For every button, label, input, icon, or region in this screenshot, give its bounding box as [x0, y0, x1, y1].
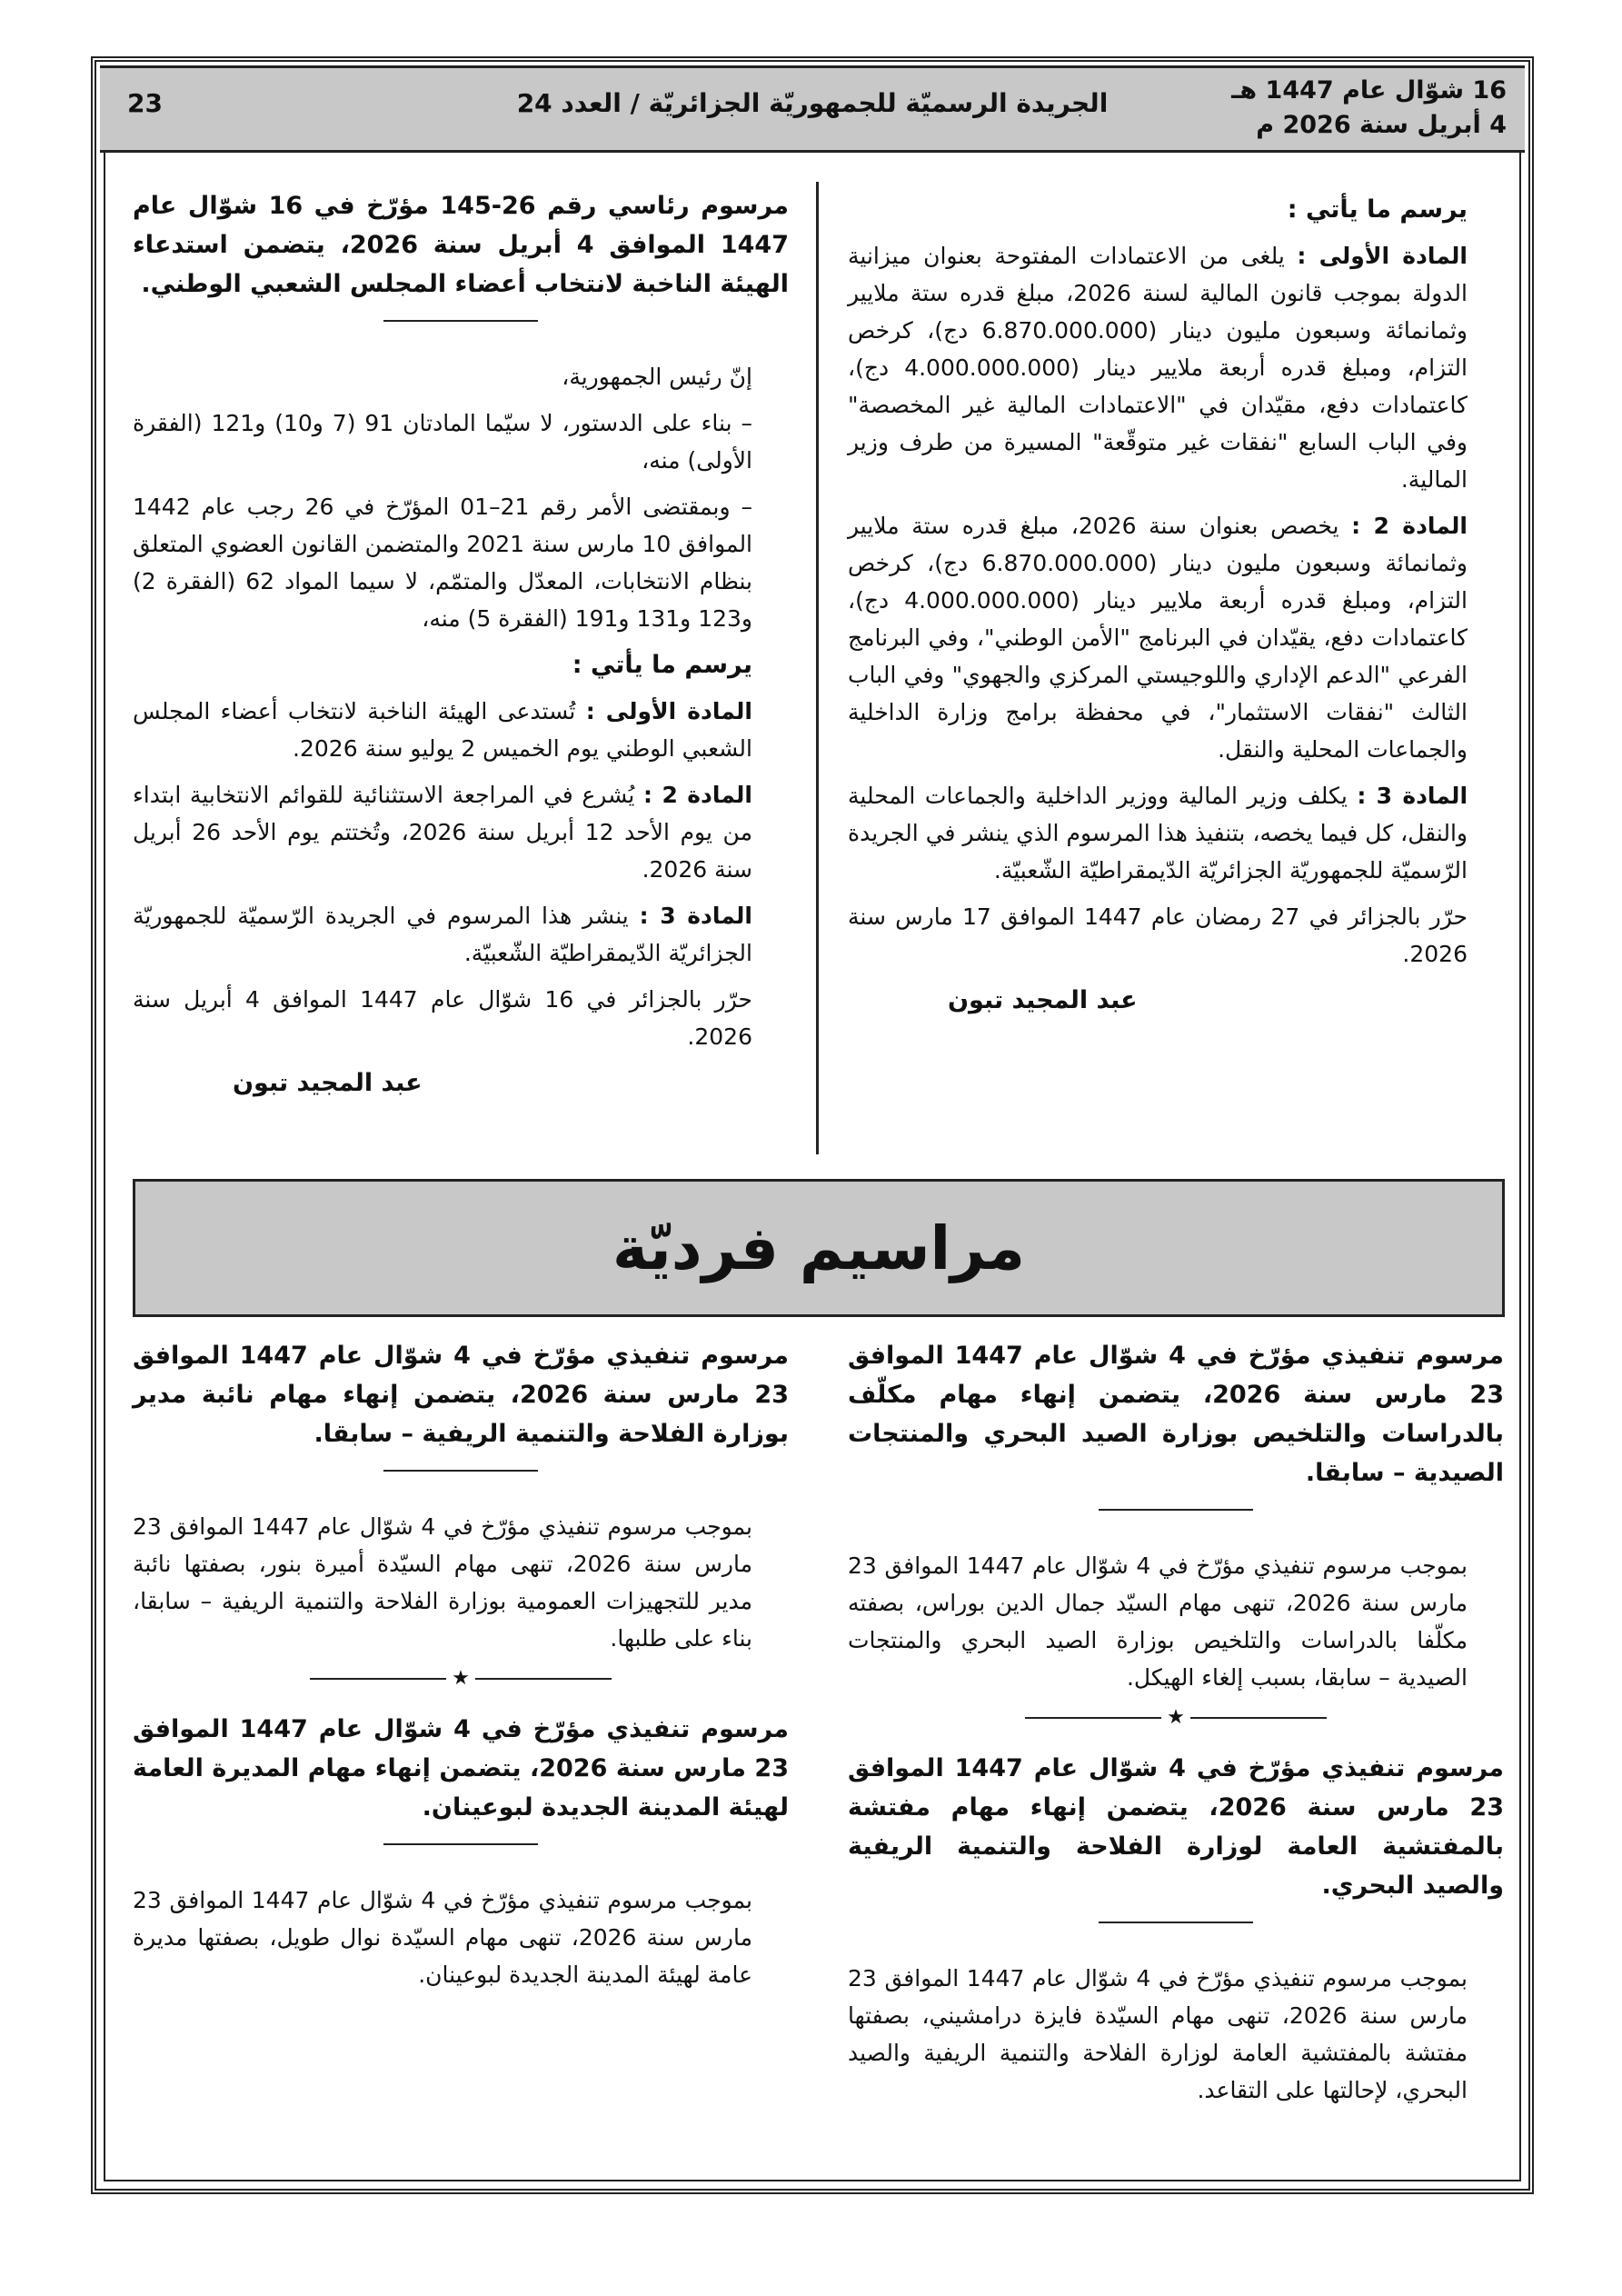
signed-place-date: حرّر بالجزائر في 27 رمضان عام 1447 الموافق 17 مارس سنة 2026. — [848, 903, 1468, 967]
article-text: يلغى من الاعتمادات المفتوحة بعنوان ميزانية الدولة بموجب قانون المالية لسنة 2026، مبلغ قدره ستة ملايير وثمانمائة وسبعون مليون دينار (6.870.000.000 دج)، كرخص التزام، ومبلغ قدره أربعة ملايير دينار (4.000.000.000 دج)، كاعتمادات دفع، مقيّدان في "الاعتمادات المالية غير المخصصة" وفي الباب السابع "نفقات غير متوقّعة" المسيرة من طرف وزير المالية. — [848, 243, 1468, 493]
article-label: المادة 3 : — [1357, 783, 1468, 809]
header-date-hijri: 16 شوّال عام 1447 هـ — [1231, 76, 1507, 105]
decree-title: مرسوم تنفيذي مؤرّخ في 4 شوّال عام 1447 الموافق 23 مارس سنة 2026، يتضمن إنهاء مهام المديرة العامة لهيئة المدينة الجديدة لبوعينان. — [133, 1715, 790, 1822]
header-date-gregorian: 4 أبريل سنة 2026 م — [1256, 111, 1507, 139]
article-text: تُستدعى الهيئة الناخبة لانتخاب أعضاء المجلس الشعبي الوطني يوم الخميس 2 يوليو سنة 2026. — [133, 698, 752, 762]
article-text: يُشرع في المراجعة الاستثنائية للقوائم الانتخابية ابتداء من يوم الأحد 12 أبريل سنة 2026، وتُختتم يوم الأحد 26 أبريل سنة 2026. — [133, 782, 752, 883]
article-text: ينشر هذا المرسوم في الجريدة الرّسميّة للجمهوريّة الجزائريّة الدّيمقراطيّة الشّعبيّة. — [133, 903, 752, 966]
article-text: يخصص بعنوان سنة 2026، مبلغ قدره ستة ملايير وثمانمائة وسبعون مليون دينار (6.870.000.000 دج)، كرخص التزام، ومبلغ قدره أربعة ملايير دينار (4.000.000.000 دج)، كاعتمادات دفع، يقيّدان في البرنامج "الأمن الوطني"، وفي البرنامج الفرعي "الدعم الإداري واللوجيستي المركزي والجهوي" وفي الباب الثالث "نفقات الاستثمار"، في محفظة برامج وزارة الداخلية والجماعات المحلية والنقل. — [848, 513, 1468, 763]
section-banner — [133, 1179, 1505, 1317]
left-column-top — [133, 186, 789, 1111]
decree-body: بموجب مرسوم تنفيذي مؤرّخ في 4 شوّال عام 1447 الموافق 23 مارس سنة 2026، تنهى مهام السيّد جمال الدين بوراس، بصفته مكلّفا بالدراسات والتلخيص بوزارة الصيد البحري والمنتجات الصيدية – سابقا، بسبب إلغاء الهيكل. — [848, 1552, 1468, 1691]
separator-rule — [383, 1843, 538, 1845]
article-label: المادة 2 : — [1351, 513, 1468, 539]
star-icon: ★ — [452, 1667, 470, 1690]
decree-body: بموجب مرسوم تنفيذي مؤرّخ في 4 شوّال عام 1447 الموافق 23 مارس سنة 2026، تنهى مهام السيّدة نوال طويل، بصفتها مديرة عامة لهيئة المدينة الجديدة لبوعينان. — [133, 1887, 752, 1988]
decree-intro: يرسم ما يأتي : — [572, 651, 752, 679]
left-column-bottom — [133, 1336, 789, 2002]
separator-rule — [1099, 1922, 1253, 1923]
article-label: المادة الأولى : — [585, 698, 752, 724]
separator-rule — [1099, 1509, 1253, 1511]
star-separator — [133, 1667, 789, 1690]
header-title: الجريدة الرسميّة للجمهوريّة الجزائريّة / العدد 24 — [516, 88, 1109, 118]
article-3 — [133, 897, 789, 972]
decree-body: بموجب مرسوم تنفيذي مؤرّخ في 4 شوّال عام 1447 الموافق 23 مارس سنة 2026، تنهى مهام السيّدة أميرة بنور، بصفتها نائبة مدير للتجهيزات العمومية بوزارة الفلاحة والتنمية الريفية – سابقا، بناء على طلبها. — [133, 1513, 752, 1652]
article-1 — [848, 237, 1504, 498]
decree-intro: يرسم ما يأتي : — [1287, 195, 1468, 224]
preamble-3: – وبمقتضى الأمر رقم 21–01 المؤرّخ في 26 رجب عام 1442 الموافق 10 مارس سنة 2021 والمتضمن القانون العضوي المتعلق بنظام الانتخابات، المعدّل والمتمّم، لا سيما المواد 62 (الفقرة 2) و123 و131 و191 (الفقرة 5) منه، — [133, 494, 753, 632]
separator-rule — [383, 320, 538, 322]
section-banner-title: مراسيم فرديّة — [612, 1213, 1026, 1283]
signature: عبد المجيد تبون — [233, 1069, 423, 1097]
decree-title: مرسوم رئاسي رقم 26-145 مؤرّخ في 16 شوّال عام 1447 الموافق 4 أبريل سنة 2026، يتضمن استدعاء الهيئة الناخبة لانتخاب أعضاء المجلس الشعبي الوطني. — [133, 192, 790, 298]
article-label: المادة 2 : — [643, 782, 752, 808]
page-header — [100, 65, 1525, 153]
article-2 — [848, 507, 1504, 768]
page-number: 23 — [127, 88, 163, 118]
article-label: المادة 3 : — [639, 903, 752, 929]
signed-place-date: حرّر بالجزائر في 16 شوّال عام 1447 الموافق 4 أبريل سنة 2026. — [133, 986, 752, 1050]
right-column-top — [848, 191, 1504, 1028]
article-1 — [133, 693, 789, 767]
star-icon: ★ — [1167, 1706, 1185, 1729]
decree-title: مرسوم تنفيذي مؤرّخ في 4 شوّال عام 1447 الموافق 23 مارس سنة 2026، يتضمن إنهاء مهام مفتشة بالمفتشية العامة لوزارة الفلاحة والتنمية الريفية والصيد البحري. — [848, 1754, 1505, 1900]
right-column-bottom — [848, 1336, 1504, 2118]
preamble-2: – بناء على الدستور، لا سيّما المادتان 91 (7 و10) و121 (الفقرة الأولى) منه، — [133, 410, 752, 474]
article-text: يكلف وزير المالية ووزير الداخلية والجماعات المحلية والنقل، كل فيما يخصه، بتنفيذ هذا المرسوم الذي ينشر في الجريدة الرّسميّة للجمهوريّة الجزائريّة الدّيمقراطيّة الشّعبيّة. — [848, 783, 1468, 883]
decree-body: بموجب مرسوم تنفيذي مؤرّخ في 4 شوّال عام 1447 الموافق 23 مارس سنة 2026، تنهى مهام السيّدة فايزة درامشيني، بصفتها مفتشة بالمفتشية العامة لوزارة الفلاحة والتنمية الريفية والصيد البحري، لإحالتها على التقاعد. — [848, 1965, 1468, 2103]
article-3 — [848, 777, 1504, 889]
decree-title: مرسوم تنفيذي مؤرّخ في 4 شوّال عام 1447 الموافق 23 مارس سنة 2026، يتضمن إنهاء مهام مكلّف بالدراسات والتلخيص بوزارة الصيد البحري والمنتجات الصيدية – سابقا. — [848, 1342, 1505, 1487]
signature: عبد المجيد تبون — [948, 986, 1138, 1014]
column-divider — [816, 182, 819, 1154]
star-separator — [848, 1706, 1504, 1729]
preamble-1: إنّ رئيس الجمهورية، — [562, 364, 752, 390]
separator-rule — [383, 1470, 538, 1472]
decree-title: مرسوم تنفيذي مؤرّخ في 4 شوّال عام 1447 الموافق 23 مارس سنة 2026، يتضمن إنهاء مهام نائبة مدير بوزارة الفلاحة والتنمية الريفية – سابقا. — [133, 1342, 790, 1448]
article-label: المادة الأولى : — [1297, 243, 1468, 269]
article-2 — [133, 776, 789, 888]
